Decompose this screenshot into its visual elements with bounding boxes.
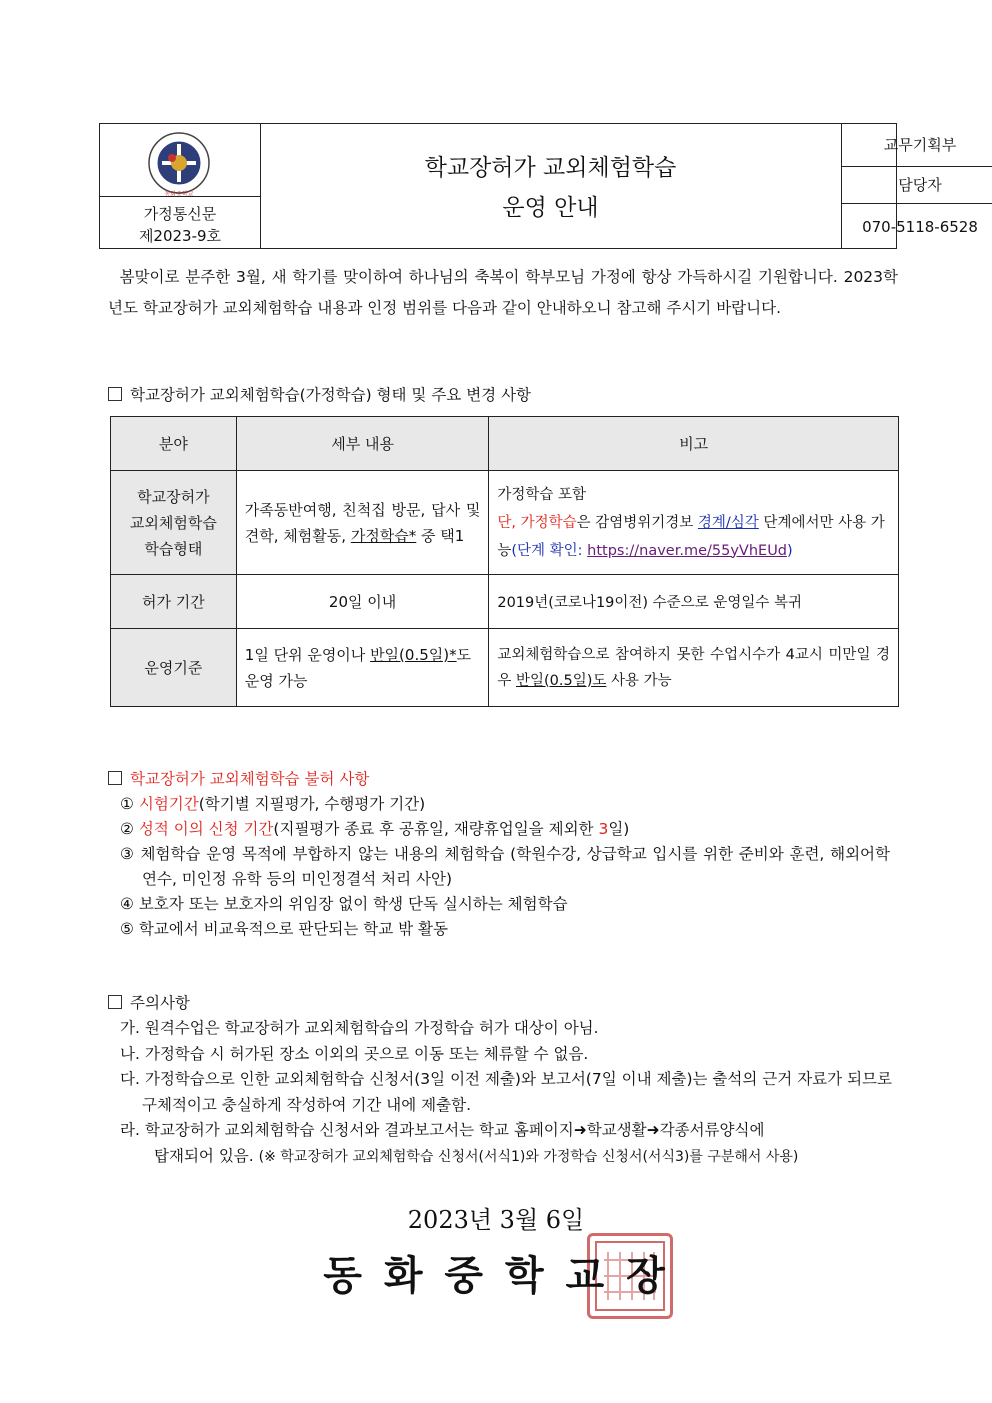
row1-detail-tail: 중 택1 xyxy=(416,526,465,545)
row3-detail-underline: 반일(0.5일)* xyxy=(370,645,457,664)
title-cell xyxy=(260,124,842,248)
row1-detail xyxy=(236,471,489,575)
row3-note-text: 교외체험학습으로 참여하지 못한 수업시수가 4교시 미만일 경우 xyxy=(497,646,890,689)
checkbox-square-icon xyxy=(108,771,122,785)
item-text: 가정학습으로 인한 교외체험학습 신청서(3일 이전 제출)와 보고서(7일 이내 제출)는 출석의 근거 자료가 되므로 구체적이고 충실하게 작성하여 기간 내에 제출함. xyxy=(142,1070,892,1114)
item-num: ④ xyxy=(120,895,134,913)
item-text: 보호자 또는 보호자의 위임장 없이 학생 단독 실시하는 체험학습 xyxy=(138,895,568,913)
manager-label: 담당자 xyxy=(898,176,942,194)
row3-detail-text: 1일 단위 운영이나 xyxy=(244,645,371,664)
item-label: 나. xyxy=(120,1044,140,1063)
item-rest: (지필평가 종료 후 공휴일, 재량휴업일을 제외한 xyxy=(273,820,599,838)
table-row xyxy=(111,575,899,629)
intro-text: 봄맞이로 분주한 3월, 새 학기를 맞이하여 하나님의 축복이 학부모님 가정에 항상 가득하시길 기원합니다. 2023학년도 학교장허가 교외체험학습 내용과 인정 범위를 다음과 같이 안내하오니 참고해 주시기 바랍니다. xyxy=(108,268,898,317)
list-item xyxy=(120,917,890,942)
title-line2: 운영 안내 xyxy=(502,195,599,221)
item-red: 성적 이의 신청 기간 xyxy=(138,820,274,838)
item-text: 가정학습 시 허가된 장소 이외의 곳으로 이동 또는 체류할 수 없음. xyxy=(144,1044,589,1063)
row1-field: 학교장허가 교외체험학습 학습형태 xyxy=(111,471,237,575)
row1-note-mid: 은 감염병위기경보 xyxy=(576,514,698,531)
row1-note-line1: 가정학습 포함 xyxy=(497,486,587,503)
table-row xyxy=(111,471,899,575)
row3-note-tail: 사용 가능 xyxy=(606,672,672,689)
list-item-continuation xyxy=(120,1144,892,1171)
row1-detail-underline: 가정학습* xyxy=(350,526,417,545)
row1-note xyxy=(489,471,899,575)
row1-note-tail: 단계에서만 사용 가능 xyxy=(497,514,885,559)
item-label: 가. xyxy=(120,1019,140,1037)
header-logo-cell xyxy=(100,124,261,248)
item-num: ③ xyxy=(120,845,135,863)
row1-note-line2 xyxy=(497,509,890,565)
row1-detail-text: 가족동반여행, 친척집 방문, 답사 및 견학, 체험활동, xyxy=(244,500,481,545)
section3-list xyxy=(120,1016,892,1170)
section2-title: 학교장허가 교외체험학습 불허 사항 xyxy=(130,770,370,788)
section3-heading xyxy=(108,991,190,1013)
list-item xyxy=(120,792,890,817)
table-header-row xyxy=(111,417,899,471)
phone-number: 070-5118-6528 xyxy=(842,203,992,249)
list-item xyxy=(120,817,890,842)
row1-note-link-label: (단계 확인: xyxy=(511,542,588,559)
signature: 동 화 중 학 교 장 xyxy=(323,1252,669,1299)
item-text-b: (학원수강, 상급학교 입시를 위한 준비와 훈련, 해외어학연수, 미인정 유학 등의 미인정결석 처리 사안) xyxy=(142,845,890,888)
row3-note-underline: 반일(0.5일)도 xyxy=(515,672,607,689)
newsletter-label-cell xyxy=(100,196,260,250)
school-logo-icon xyxy=(142,130,216,200)
list-item xyxy=(120,1016,892,1042)
list-item xyxy=(120,1118,892,1144)
item-num: ② xyxy=(120,820,134,838)
item-text: 원격수업은 학교장허가 교외체험학습의 가정학습 허가 대상이 아님. xyxy=(144,1019,599,1037)
section2-list xyxy=(120,792,890,942)
table-row xyxy=(111,629,899,707)
item-red: 시험기간 xyxy=(138,795,199,813)
list-item xyxy=(120,1042,892,1068)
intro-paragraph xyxy=(108,262,898,324)
row1-note-link[interactable]: https://naver.me/55yVhEUd xyxy=(587,542,788,559)
list-item xyxy=(120,892,890,917)
col-header-field: 분야 xyxy=(111,417,237,471)
newsletter-number: 제2023-9호 xyxy=(138,227,222,245)
col-header-detail: 세부 내용 xyxy=(236,417,489,471)
item-label: 라. xyxy=(120,1121,140,1139)
row3-note xyxy=(489,629,899,707)
header-table xyxy=(99,123,978,249)
row3-detail-tail: 도 운영 가능 xyxy=(244,645,472,690)
svg-text:동화중학교: 동화중학교 xyxy=(164,191,194,198)
item-red2: 3 xyxy=(598,820,609,838)
checkbox-square-icon xyxy=(108,995,122,1009)
info-table xyxy=(110,416,899,707)
row1-note-blue: 경계/심각 xyxy=(697,514,759,531)
row1-note-link-close: ) xyxy=(787,542,793,559)
list-item xyxy=(120,1067,892,1118)
section1-title: 학교장허가 교외체험학습(가정학습) 형태 및 주요 변경 사항 xyxy=(130,386,532,404)
item-num: ① xyxy=(120,795,134,813)
item-text-b: 탑재되어 있음. xyxy=(154,1146,259,1165)
item-num: ⑤ xyxy=(120,920,134,938)
item-rest: (학기별 지필평가, 수행평가 기간) xyxy=(198,795,426,813)
contact-cell xyxy=(842,124,992,248)
section2-heading xyxy=(108,767,369,789)
list-item xyxy=(120,842,890,892)
row3-field: 운영기준 xyxy=(111,629,237,707)
department: 교무기획부 xyxy=(842,124,992,167)
item-text: 학교에서 비교육적으로 판단되는 학교 밖 활동 xyxy=(138,920,448,938)
item-text: 학교장허가 교외체험학습 신청서와 결과보고서는 학교 홈페이지➜학교생활➜각종서류양식에 xyxy=(144,1121,765,1139)
row3-detail xyxy=(236,629,489,707)
col-header-note: 비고 xyxy=(489,417,899,471)
document-date: 2023년 3월 6일 xyxy=(407,1206,585,1234)
item-label: 다. xyxy=(120,1070,140,1088)
section3-title: 주의사항 xyxy=(130,994,190,1012)
row2-detail: 20일 이내 xyxy=(236,575,489,629)
section1-heading xyxy=(108,383,531,405)
item-rest2: 일) xyxy=(608,820,630,838)
row2-field: 허가 기간 xyxy=(111,575,237,629)
item-text-c: (※ 학교장허가 교외체험학습 신청서(서식1)와 가정학습 신청서(서식3)를 구분해서 사용) xyxy=(258,1148,799,1165)
row1-note-red: 단, 가정학습 xyxy=(497,514,577,531)
item-text: 체험학습 운영 목적에 부합하지 않는 내용의 체험학습 xyxy=(140,845,511,863)
checkbox-square-icon xyxy=(108,387,122,401)
title-line1: 학교장허가 교외체험학습 xyxy=(424,155,677,181)
newsletter-label: 가정통신문 xyxy=(143,205,217,223)
row2-note: 2019년(코로나19이전) 수준으로 운영일수 복귀 xyxy=(489,575,899,629)
